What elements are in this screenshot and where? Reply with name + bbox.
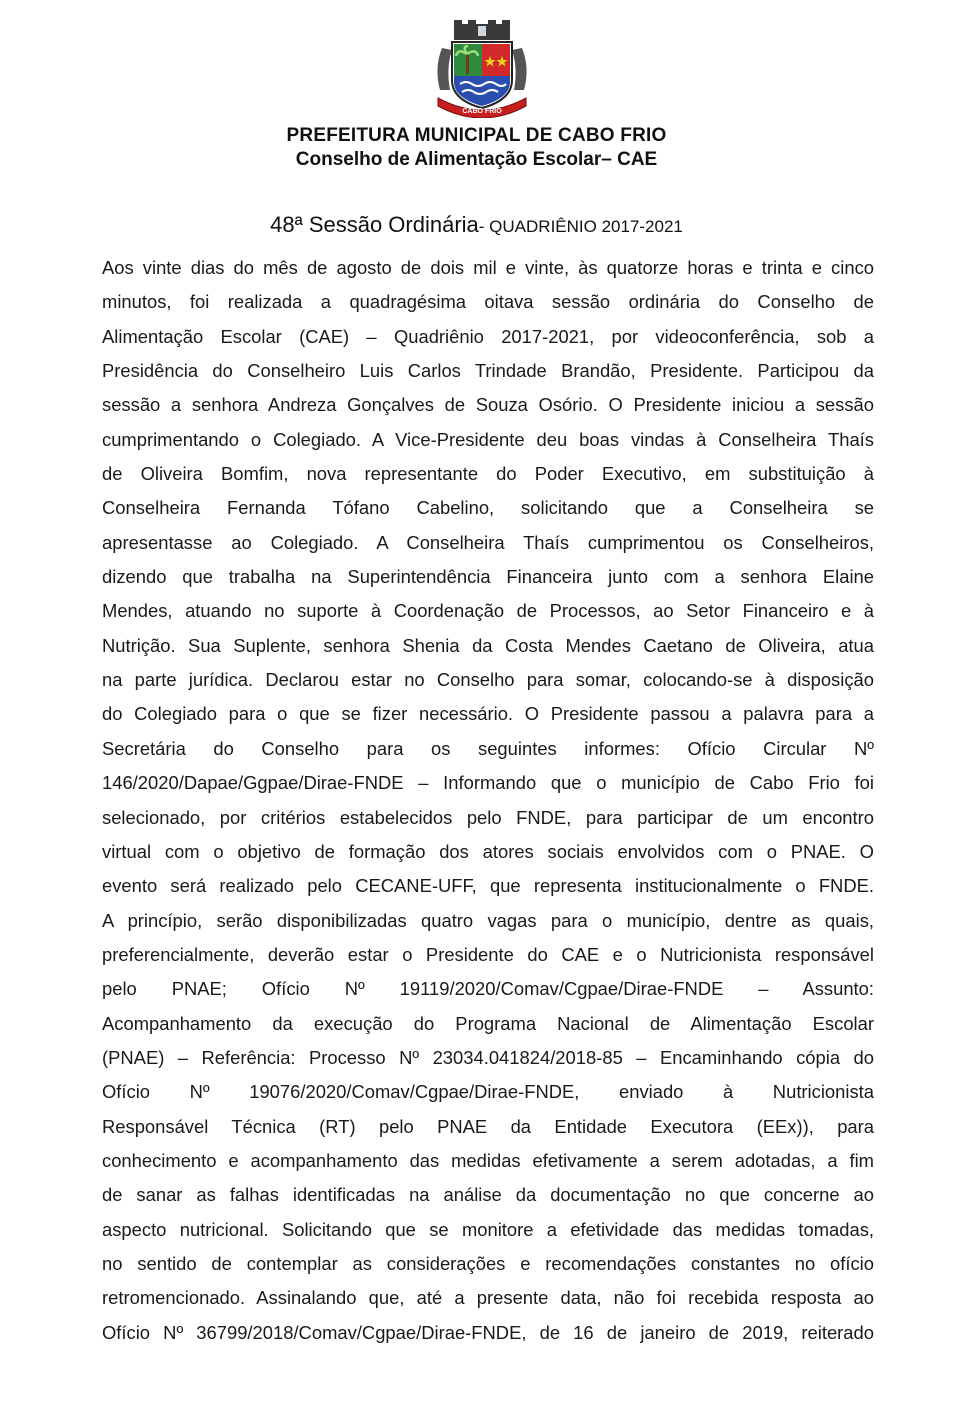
council-name: Conselho de Alimentação Escolar– CAE bbox=[295, 149, 658, 170]
body-line: Alimentação Escolar (CAE) – Quadriênio 2017-2021, por videoconferência, sob a bbox=[102, 325, 874, 347]
body-line: Conselheira Fernanda Tófano Cabelino, solicitando que a Conselheira se bbox=[102, 497, 874, 519]
body-line: preferencialmente, deverão estar o Presidente do CAE e o Nutricionista responsável bbox=[102, 943, 874, 965]
body-line: (PNAE) – Referência: Processo Nº 23034.041824/2018-85 – Encaminhando cópia do bbox=[102, 1046, 874, 1068]
body-line: Acompanhamento da execução do Programa Nacional de Alimentação Escolar bbox=[102, 1012, 874, 1034]
city-coat-of-arms bbox=[428, 18, 536, 118]
body-line: Mendes, atuando no suporte à Coordenação de Processos, ao Setor Financeiro e à bbox=[102, 600, 874, 622]
minutes-body bbox=[102, 251, 874, 1350]
body-line: Ofício Nº 36799/2018/Comav/Cgpae/Dirae-FNDE, de 16 de janeiro de 2019, reiterado bbox=[102, 1321, 874, 1343]
session-title bbox=[0, 212, 953, 238]
body-line: virtual com o objetivo de formação dos atores sociais envolvidos com o PNAE. O bbox=[102, 840, 874, 862]
body-line: Secretária do Conselho para os seguintes informes: Ofício Circular Nº bbox=[102, 737, 874, 759]
body-line: dizendo que trabalha na Superintendência Financeira junto com a senhora Elaine bbox=[102, 566, 874, 588]
body-line: Responsável Técnica (RT) pelo PNAE da Entidade Executora (EEx)), para bbox=[102, 1115, 874, 1137]
body-line: Nutrição. Sua Suplente, senhora Shenia da Costa Mendes Caetano de Oliveira, atua bbox=[102, 634, 874, 656]
session-title-main: 48ª Sessão Ordinária bbox=[270, 212, 479, 237]
body-line: minutos, foi realizada a quadragésima oitava sessão ordinária do Conselho de bbox=[102, 291, 874, 313]
body-line: Aos vinte dias do mês de agosto de dois mil e vinte, às quatorze horas e trinta e cinco bbox=[102, 257, 874, 278]
body-line: do Colegiado para o que se fizer necessário. O Presidente passou a palavra para a bbox=[102, 703, 874, 725]
body-line: pelo PNAE; Ofício Nº 19119/2020/Comav/Cgpae/Dirae-FNDE – Assunto: bbox=[102, 978, 874, 1000]
body-line: cumprimentando o Colegiado. A Vice-Presidente deu boas vindas à Conselheira Thaís bbox=[102, 428, 874, 450]
ribbon-text: CABO FRIO bbox=[462, 108, 502, 115]
body-line: de Oliveira Bomfim, nova representante do Poder Executivo, em substituição à bbox=[102, 463, 874, 485]
session-title-sub: - QUADRIÊNIO 2017-2021 bbox=[478, 217, 683, 236]
body-line: 146/2020/Dapae/Ggpae/Dirae-FNDE – Informando que o município de Cabo Frio foi bbox=[102, 772, 874, 794]
body-line: Ofício Nº 19076/2020/Comav/Cgpae/Dirae-FNDE, enviado à Nutricionista bbox=[102, 1081, 874, 1103]
body-line: de sanar as falhas identificadas na análise da documentação no que concerne ao bbox=[102, 1184, 874, 1206]
body-line: retromencionado. Assinalando que, até a presente data, não foi recebida resposta ao bbox=[102, 1287, 874, 1309]
body-line: A princípio, serão disponibilizadas quatro vagas para o município, dentre as quais, bbox=[102, 909, 874, 931]
body-line: selecionado, por critérios estabelecidos pelo FNDE, para participar de um encontro bbox=[102, 806, 874, 828]
body-line: conhecimento e acompanhamento das medidas efetivamente a serem adotadas, a fim bbox=[102, 1149, 874, 1171]
body-line: evento será realizado pelo CECANE-UFF, que representa institucionalmente o FNDE. bbox=[102, 875, 874, 897]
body-line: na parte jurídica. Declarou estar no Conselho para somar, colocando-se à disposição bbox=[102, 669, 874, 691]
body-line: sessão a senhora Andreza Gonçalves de Souza Osório. O Presidente iniciou a sessão bbox=[102, 394, 874, 416]
body-line: aspecto nutricional. Solicitando que se monitore a efetividade das medidas tomadas, bbox=[102, 1218, 874, 1240]
body-line: Presidência do Conselheiro Luis Carlos Trindade Brandão, Presidente. Participou da bbox=[102, 360, 874, 382]
document-header bbox=[0, 124, 953, 172]
body-line: no sentido de contemplar as considerações e recomendações constantes no ofício bbox=[102, 1252, 874, 1274]
municipality-title: PREFEITURA MUNICIPAL DE CABO FRIO bbox=[286, 125, 667, 146]
body-line: apresentasse ao Colegiado. A Conselheira Thaís cumprimentou os Conselheiros, bbox=[102, 531, 874, 553]
